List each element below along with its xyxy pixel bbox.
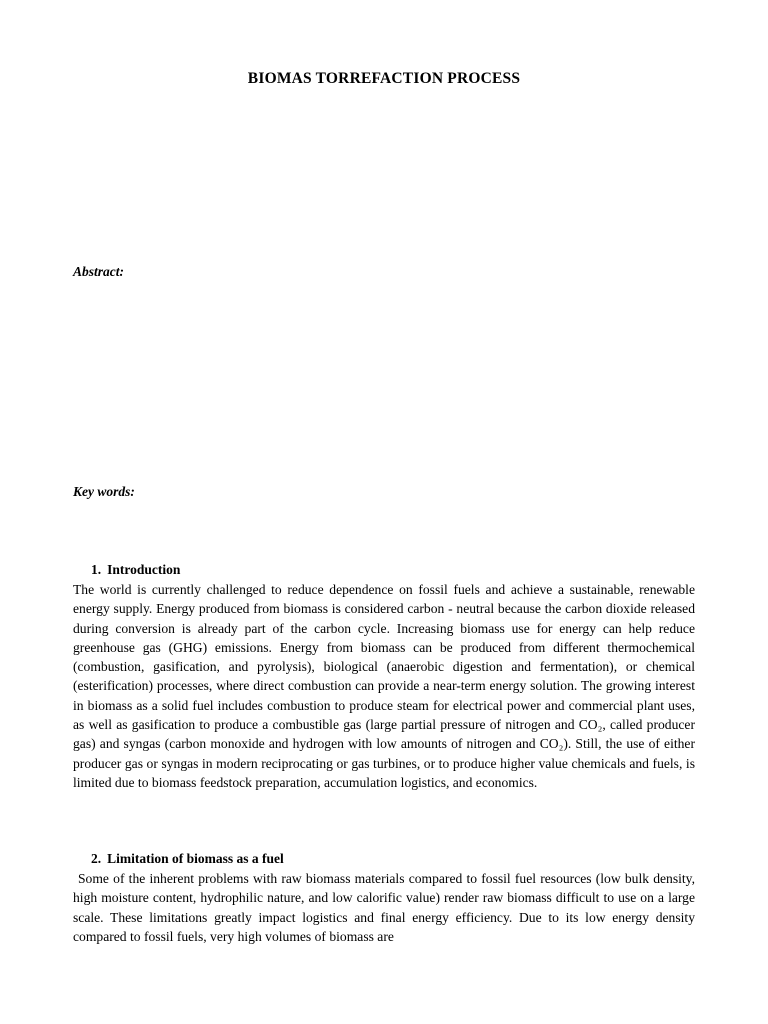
section-heading-limitation xyxy=(91,851,284,867)
keywords-label: Key words: xyxy=(73,484,135,499)
section-heading-text: Introduction xyxy=(107,562,181,577)
section-heading-introduction xyxy=(91,562,180,578)
section-number: 2. xyxy=(91,851,102,866)
section-number: 1. xyxy=(91,562,102,577)
section-body-limitation: Some of the inherent problems with raw biomass materials compared to fossil fuel resources (low bulk density, high moisture content, hydrophilic nature, and low calorific value) render raw biomass difficult to use on a large scale. These limitations greatly impact logistics and final energy efficiency. Due to its low energy density compared to fossil fuels, very high volumes of biomass are xyxy=(73,871,695,944)
section-heading-text: Limitation of biomass as a fuel xyxy=(107,851,284,866)
abstract-label: Abstract: xyxy=(73,264,125,279)
section-body-introduction: The world is currently challenged to reduce dependence on fossil fuels and achieve a sustainable, renewable energy supply. Energy produced from biomass is considered carbon - neutral because the carbon dioxide released during conversion is already part of the carbon cycle. Increasing biomass use for energy can help reduce greenhouse gas (GHG) emissions. Energy from biomass can be produced from different thermochemical (combustion, gasification, and pyrolysis), biological (anaerobic digestion and fermentation), or chemical (esterification) processes, where direct combustion can provide a near-term energy solution. The growing interest in biomass as a solid fuel includes combustion to produce steam for electrical power and commercial plant uses, as well as gasification to produce a combustible gas (large partial pressure of nitrogen and CO₂, called producer gas) and syngas (carbon monoxide and hydrogen with low amounts of nitrogen and CO₂). Still, the use of either producer gas or syngas in modern reciprocating or gas turbines, or to produce higher value chemicals and fuels, is limited due to biomass feedstock preparation, accumulation logistics, and economics. xyxy=(73,582,695,790)
document-title: BIOMAS TORREFACTION PROCESS xyxy=(247,70,521,87)
